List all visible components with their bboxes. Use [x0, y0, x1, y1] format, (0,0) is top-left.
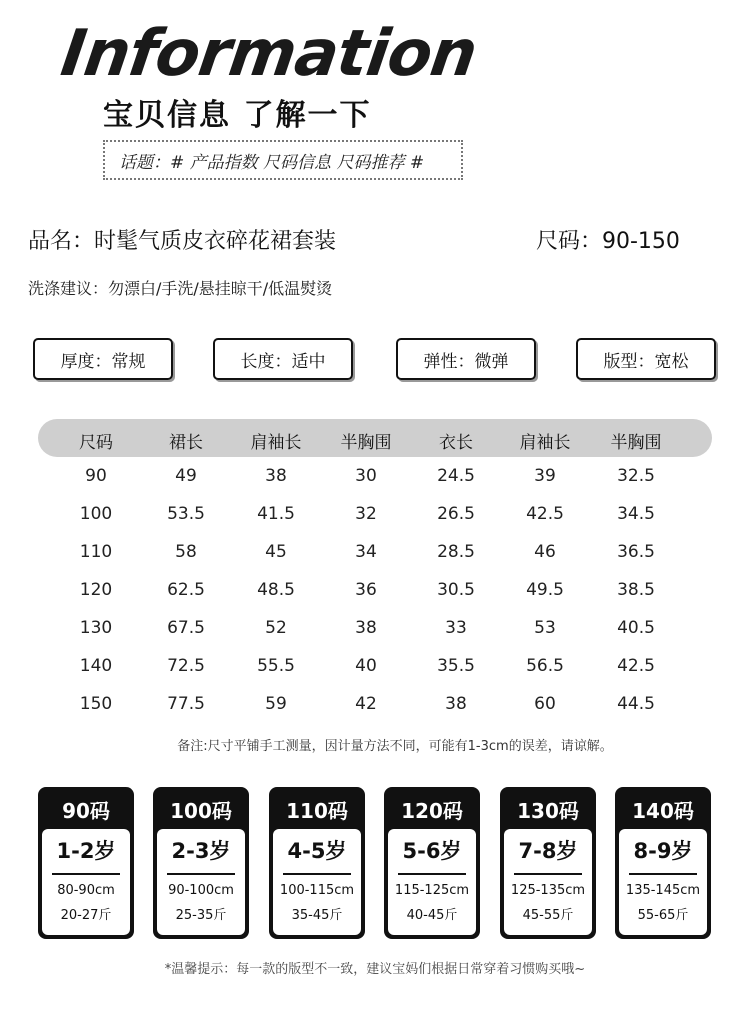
table-cell: 49.5: [526, 580, 564, 600]
table-cell: 140: [79, 656, 113, 676]
table-cell: 48.5: [257, 580, 295, 600]
card-weight: 35-45斤: [291, 908, 343, 923]
wash-instructions: 洗涤建议：勿漂白/手洗/悬挂晾干/低温熨烫: [28, 279, 333, 298]
card-size: 130码: [517, 799, 579, 823]
card-weight: 45-55斤: [522, 908, 574, 923]
topic-box: 话题：# 产品指数 尺码信息 尺码推荐 #: [103, 140, 463, 180]
card-weight: 40-45斤: [406, 908, 458, 923]
card-height: 125-135cm: [510, 883, 586, 898]
card-divider: [629, 873, 697, 875]
card-divider: [514, 873, 582, 875]
card-size: 110码: [286, 799, 348, 823]
card-body: [273, 829, 361, 935]
attribute-fit: 版型：宽松: [576, 338, 716, 380]
card-height: 115-125cm: [394, 883, 470, 898]
table-cell: 100: [79, 504, 113, 524]
table-cell: 59: [265, 694, 287, 714]
table-cell: 40.5: [617, 618, 655, 638]
card-body: [388, 829, 476, 935]
table-header-cell: 半胸围: [610, 433, 662, 453]
table-cell: 28.5: [437, 542, 475, 562]
table-cell: 34.5: [617, 504, 655, 524]
card-size: 120码: [401, 799, 463, 823]
size-card: [384, 787, 480, 939]
table-cell: 38: [355, 618, 377, 638]
card-height: 80-90cm: [57, 883, 115, 898]
title-chinese: 宝贝信息 了解一下: [103, 98, 372, 133]
card-age: 8-9岁: [633, 839, 693, 863]
card-size: 140码: [632, 799, 694, 823]
table-cell: 36: [355, 580, 377, 600]
table-cell: 58: [175, 542, 197, 562]
card-height: 90-100cm: [168, 883, 234, 898]
card-divider: [398, 873, 466, 875]
table-cell: 67.5: [167, 618, 205, 638]
table-cell: 39: [534, 466, 556, 486]
measurement-note: 备注:尺寸平铺手工测量，因计量方法不同，可能有1-3cm的误差，请谅解。: [177, 739, 613, 754]
table-cell: 72.5: [167, 656, 205, 676]
attribute-length: 长度：适中: [213, 338, 353, 380]
title-english: Information: [56, 17, 481, 91]
table-cell: 150: [79, 694, 113, 714]
table-cell: 36.5: [617, 542, 655, 562]
size-card: [153, 787, 249, 939]
table-cell: 56.5: [526, 656, 564, 676]
table-cell: 110: [79, 542, 113, 562]
table-cell: 35.5: [437, 656, 475, 676]
table-cell: 130: [79, 618, 113, 638]
card-body: [42, 829, 130, 935]
table-cell: 62.5: [167, 580, 205, 600]
table-cell: 46: [534, 542, 556, 562]
card-size: 100码: [170, 799, 232, 823]
table-cell: 49: [175, 466, 197, 486]
table-header-cell: 衣长: [439, 433, 473, 453]
size-card: [500, 787, 596, 939]
table-header-cell: 肩袖长: [250, 433, 302, 453]
table-cell: 52: [265, 618, 287, 638]
card-body: [504, 829, 592, 935]
card-divider: [167, 873, 235, 875]
table-header-cell: 肩袖长: [519, 433, 571, 453]
table-header-cell: 尺码: [79, 433, 113, 453]
table-cell: 30: [355, 466, 377, 486]
table-cell: 32.5: [617, 466, 655, 486]
table-cell: 45: [265, 542, 287, 562]
table-cell: 40: [355, 656, 377, 676]
card-body: [619, 829, 707, 935]
table-cell: 42: [355, 694, 377, 714]
card-body: [157, 829, 245, 935]
table-cell: 32: [355, 504, 377, 524]
size-card: [38, 787, 134, 939]
table-cell: 42.5: [617, 656, 655, 676]
card-age: 2-3岁: [171, 839, 231, 863]
table-cell: 38.5: [617, 580, 655, 600]
table-cell: 33: [445, 618, 467, 638]
table-header-cell: 裙长: [169, 433, 203, 453]
table-cell: 44.5: [617, 694, 655, 714]
table-cell: 38: [445, 694, 467, 714]
attribute-thickness: 厚度：常规: [33, 338, 173, 380]
table-cell: 26.5: [437, 504, 475, 524]
card-divider: [52, 873, 120, 875]
attribute-elasticity: 弹性：微弹: [396, 338, 536, 380]
table-cell: 34: [355, 542, 377, 562]
card-height: 100-115cm: [279, 883, 355, 898]
table-cell: 53.5: [167, 504, 205, 524]
table-cell: 55.5: [257, 656, 295, 676]
size-card: [615, 787, 711, 939]
table-cell: 120: [79, 580, 113, 600]
table-cell: 90: [85, 466, 107, 486]
table-cell: 53: [534, 618, 556, 638]
footer-tip: *温馨提示：每一款的版型不一致，建议宝妈们根据日常穿着习惯购买哦~: [164, 962, 586, 977]
card-weight: 25-35斤: [175, 908, 227, 923]
size-range: 尺码：90-150: [536, 229, 680, 254]
table-cell: 38: [265, 466, 287, 486]
table-cell: 41.5: [257, 504, 295, 524]
card-age: 5-6岁: [402, 839, 462, 863]
card-size: 90码: [62, 799, 110, 823]
product-name: 品名：时髦气质皮衣碎花裙套装: [28, 229, 337, 254]
table-header-cell: 半胸围: [340, 433, 392, 453]
card-height: 135-145cm: [625, 883, 701, 898]
table-cell: 24.5: [437, 466, 475, 486]
table-cell: 60: [534, 694, 556, 714]
card-weight: 20-27斤: [60, 908, 112, 923]
table-cell: 77.5: [167, 694, 205, 714]
card-age: 7-8岁: [518, 839, 578, 863]
size-card: [269, 787, 365, 939]
card-weight: 55-65斤: [637, 908, 689, 923]
table-cell: 42.5: [526, 504, 564, 524]
card-age: 1-2岁: [56, 839, 116, 863]
table-cell: 30.5: [437, 580, 475, 600]
card-divider: [283, 873, 351, 875]
card-age: 4-5岁: [287, 839, 347, 863]
